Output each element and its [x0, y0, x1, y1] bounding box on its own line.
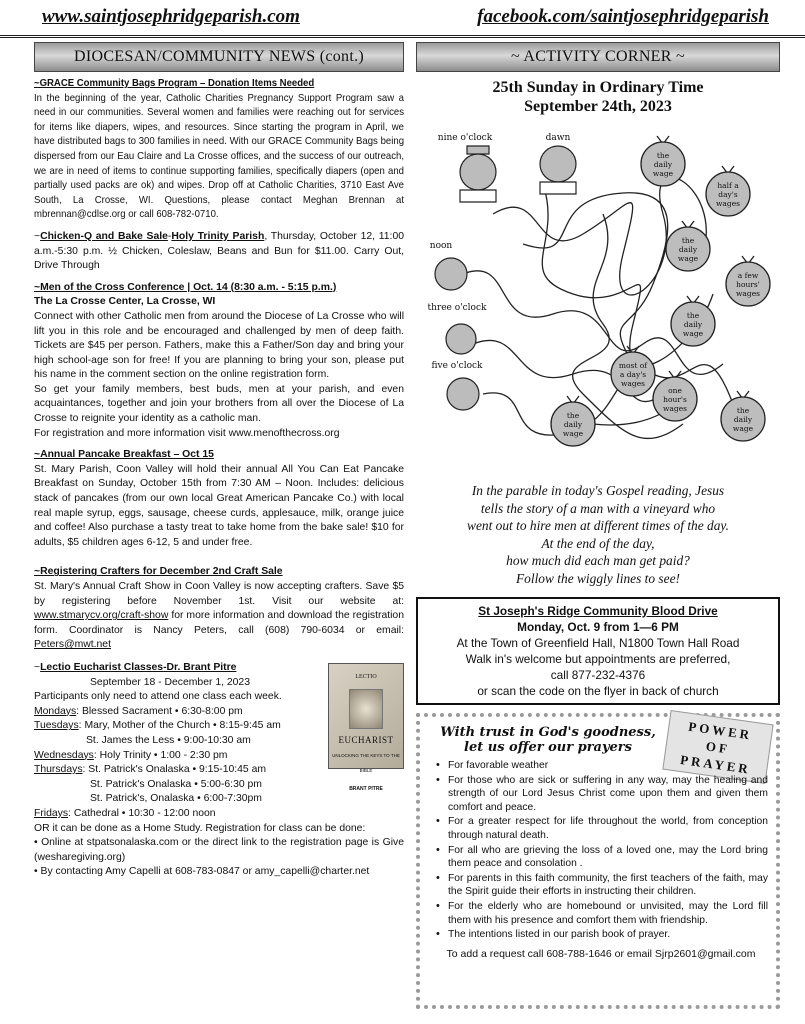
- money-bag: [706, 166, 750, 216]
- money-bag: [666, 221, 710, 271]
- tuesday-schedule: : Mary, Mother of the Church • 8:15-9:45 am: [78, 720, 281, 732]
- money-bag-label: half a day's wages: [716, 181, 740, 208]
- prayer-request-footer: To add a request call 608-788-1646 or email Sjrp2601@gmail.com: [446, 947, 756, 960]
- chicken-prefix: ~: [34, 230, 41, 242]
- prayer-item: • For the elderly who are homebound or unvisited, may the Lord fill them with his presence and comfort them with friendship.: [434, 900, 768, 927]
- grace-title: ~GRACE Community Bags Program – Donation Items Needed: [34, 78, 315, 89]
- money-bag-label: the daily wage: [682, 311, 704, 338]
- lectio-title: Lectio Eucharist Classes-Dr. Brant Pitre: [40, 661, 237, 673]
- money-bag-label: one hour's wages: [663, 386, 687, 413]
- prayer-heading-2: let us offer our prayers: [464, 740, 632, 755]
- blood-drive-walk: Walk in's welcome but appointments are preferred,: [465, 652, 731, 666]
- tuesday-label: Tuesdays: [34, 720, 79, 732]
- caption-line-3: went out to hire men at different times of the day.: [467, 518, 729, 533]
- tag-word-1: POWER: [687, 718, 754, 743]
- craft-show-link[interactable]: www.stmarycv.org/craft-show: [34, 610, 169, 622]
- men-cross-p3: For registration and more information visit www.menofthecross.org: [34, 427, 340, 439]
- narrow-block: [34, 77, 404, 223]
- prayer-item: • For favorable weather: [434, 759, 768, 773]
- prayer-item: • For those who are sick or suffering in any way, may the healing and strength of our Lord Jesus Christ come upon them and given them comfort and peace.: [434, 774, 768, 815]
- facebook-link[interactable]: facebook.com/saintjosephridgeparish: [477, 6, 769, 27]
- prayer-list: [434, 759, 768, 942]
- men-cross-p2: So get your family members, best buds, men at your parish, and even acquaintances, together and join your brothers from all over the Diocese of La Crosse to reignite your identity as a catholic man.: [34, 383, 404, 425]
- men-cross-item: [34, 281, 404, 442]
- prayer-heading-1: With trust in God's goodness,: [440, 725, 656, 740]
- blood-drive-box: [416, 597, 780, 705]
- chicken-dash: -: [167, 230, 172, 242]
- money-bag-label: the daily wage: [562, 411, 584, 438]
- money-bag-label: the daily wage: [677, 236, 699, 263]
- men-cross-p1: Connect with other Catholic men from around the Diocese of La Crosse who will lift you in this role and be encouraged and challenged by men of deep faith. Tickets are $45 per person. Fathers, make this a Father/Son day and bring your high school-age son for free! If you are planning to bring your son, please put his name in the comment section on the online registration form.: [34, 310, 404, 381]
- money-bag: [551, 396, 595, 446]
- thursday-schedule: : St. Patrick's Onalaska • 9:15-10:45 am: [82, 764, 267, 776]
- book-title: EUCHARIST: [338, 734, 394, 745]
- book-author: BRANT PITRE: [349, 786, 383, 793]
- diocesan-news-heading: DIOCESAN/COMMUNITY NEWS (cont.): [34, 42, 404, 72]
- men-cross-subtitle: The La Crosse Center, La Crosse, WI: [34, 296, 216, 308]
- book-emblem: [349, 689, 383, 729]
- caption-line-1: In the parable in today's Gospel reading, Jesus: [471, 483, 725, 498]
- maze-illustration: [423, 124, 773, 474]
- prayer-box: [416, 713, 780, 1009]
- money-bag: [641, 136, 685, 186]
- thursday-schedule-2: St. Patrick's Onalaska • 5:00-6:30 pm: [90, 778, 262, 790]
- men-cross-title: ~Men of the Cross Conference | Oct. 14 (8:30 a.m. - 5:15 p.m.): [34, 281, 337, 293]
- book-series: LECTIO: [355, 673, 377, 680]
- page-header: [0, 0, 805, 38]
- tag-word-3: PRAYER: [679, 751, 752, 777]
- online-registration: • Online at stpatsonalaska.com or the direct link to the registration page is Give (wesharegiving.org): [34, 837, 404, 863]
- lectio-dates: September 18 - December 1, 2023: [90, 676, 250, 688]
- activity-puzzle: [416, 78, 780, 587]
- money-bag: [653, 371, 697, 421]
- crafters-body2: for more information and download the registration form. Coordinator is Nancy Peters, call (608) 790-6034 or email:: [34, 610, 404, 636]
- prayer-item: • For parents in this faith community, the first teachers of the faith, may the Spirit guide their efforts in instructing their children.: [434, 872, 768, 899]
- blood-drive-scan: or scan the code on the flyer in back of church: [477, 684, 719, 698]
- left-column: [34, 42, 404, 1024]
- chicken-item: [34, 230, 404, 274]
- right-column: [416, 42, 780, 1024]
- prayer-heading: [434, 725, 662, 755]
- label-nine: nine o'clock: [437, 133, 493, 143]
- friday-schedule: : Cathedral • 10:30 - 12:00 noon: [68, 807, 216, 819]
- website-link[interactable]: www.saintjosephridgeparish.com: [42, 6, 300, 27]
- caption-line-2: tells the story of a man with a vineyard who: [480, 500, 716, 516]
- prayer-item: • For all who are grieving the loss of a loved one, may the Lord bring them peace and consolation .: [434, 844, 768, 871]
- monday-label: Mondays: [34, 705, 77, 717]
- money-bag: [671, 296, 715, 346]
- caption-line-6: Follow the wiggly lines to see!: [515, 570, 680, 586]
- lectio-intro: Participants only need to attend one class each week.: [34, 691, 282, 703]
- prayer-item: • The intentions listed in our parish book of prayer.: [434, 928, 768, 942]
- blood-drive-where: At the Town of Greenfield Hall, N1800 Town Hall Road: [456, 636, 740, 650]
- money-bag: [726, 256, 770, 306]
- monday-schedule: : Blessed Sacrament • 6:30-8:00 pm: [76, 705, 243, 717]
- activity-title-1: 25th Sunday in Ordinary Time: [492, 79, 704, 96]
- activity-title-2: September 24th, 2023: [524, 98, 672, 115]
- grace-body: In the beginning of the year, Catholic Charities Pregnancy Support Program saw a need in our communities. Several women and families were reaching out for services for items like diapers, wipes, and resources. Since starting the program in April, we have distributed bags to 300 families in need. With our GRACE Community Bags being dispersed from our Eau Claire and La Crosse offices, and the success of our outreach, we are in need of items to continue supporting families, specifically diapers (open and partially used packs are ok) and wipes. Drop off at Catholic Charities, 3710 East Ave South, La Crosse, WI. Questions, please contact Meghan Brennan at mbrennan@cdlse.org or call 608-782-0710.: [34, 92, 404, 221]
- lectio-prefix: ~: [34, 661, 41, 673]
- pancake-body: St. Mary Parish, Coon Valley will hold their annual All You Can Eat Pancake Breakfast on Sunday, October 15th from 7:30 AM – Noon. Includes: delicious stack of pancakes (from our own local Great American Pancake Co.) with local real maple syrup, eggs, sausage, cheese curds, applesauce, milk, orange juice and coffee! Also purchase a tasty treat to take home from the bake sale! $10 for adults, $5 children ages 6-12, 5 and under free.: [34, 463, 404, 548]
- home-study: OR it can be done as a Home Study. Registration for class can be done:: [34, 822, 366, 834]
- label-noon: noon: [429, 241, 453, 251]
- money-bag-label: a few hours' wages: [736, 271, 760, 298]
- caption-line-4: At the end of the day,: [541, 535, 655, 551]
- money-bag: [611, 346, 655, 396]
- money-bag-label: most of a day's wages: [618, 361, 648, 388]
- money-bag: [721, 391, 765, 441]
- crafters-title: ~Registering Crafters for December 2nd Craft Sale: [34, 566, 283, 578]
- peters-email-link[interactable]: Peters@mwt.net: [34, 639, 111, 651]
- blood-drive-call: call 877-232-4376: [550, 668, 646, 682]
- label-three: three o'clock: [427, 303, 487, 313]
- wednesday-schedule: : Holy Trinity • 1:00 - 2:30 pm: [93, 749, 228, 761]
- grace-item: [34, 77, 404, 223]
- book-subtitle: UNLOCKING THE KEYS TO THE BIBLE: [332, 753, 400, 773]
- blood-drive-when: Monday, Oct. 9 from 1—6 PM: [517, 620, 679, 634]
- crafters-body1: St. Mary's Annual Craft Show in Coon Valley is now accepting crafters. Save $5 by registering before November 1st. Visit our website at:: [34, 581, 404, 607]
- wednesday-label: Wednesdays: [34, 749, 94, 761]
- eucharist-book-cover: [328, 663, 404, 793]
- pancake-title: ~Annual Pancake Breakfast – Oct 15: [34, 449, 214, 461]
- friday-label: Fridays: [34, 807, 69, 819]
- thursday-schedule-3: St. Patrick's, Onalaska • 6:00-7:30pm: [90, 793, 262, 805]
- tag-word-2: OF: [704, 738, 731, 757]
- blood-drive-title: St Joseph's Ridge Community Blood Drive: [478, 604, 718, 618]
- caption-line-5: how much did each man get paid?: [506, 553, 690, 568]
- lectio-item: [34, 661, 404, 880]
- label-five: five o'clock: [431, 361, 483, 371]
- chicken-parish: Holy Trinity Parish: [171, 230, 265, 242]
- chicken-body: , Thursday, October 12, 11:00 a.m.-5:30 p.m. ½ Chicken, Coleslaw, Beans and Bun for $11.00. Carry Out, Drive Through: [34, 230, 404, 272]
- thursday-label: Thursdays: [34, 764, 83, 776]
- crafters-item: [34, 565, 404, 653]
- activity-corner-heading: ~ ACTIVITY CORNER ~: [416, 42, 780, 72]
- money-bag-label: the daily wage: [652, 151, 674, 178]
- prayer-item: • For a greater respect for life throughout the world, from conception through natural death.: [434, 815, 768, 842]
- label-dawn: dawn: [545, 133, 571, 143]
- chicken-title: Chicken-Q and Bake Sale: [40, 230, 168, 242]
- pancake-item: [34, 448, 404, 550]
- money-bag-label: the daily wage: [732, 406, 754, 433]
- contact-registration: • By contacting Amy Capelli at 608-783-0847 or amy_capelli@charter.net: [34, 866, 370, 878]
- tuesday-schedule-2: St. James the Less • 9:00-10:30 am: [86, 734, 251, 746]
- activity-caption: [416, 482, 780, 587]
